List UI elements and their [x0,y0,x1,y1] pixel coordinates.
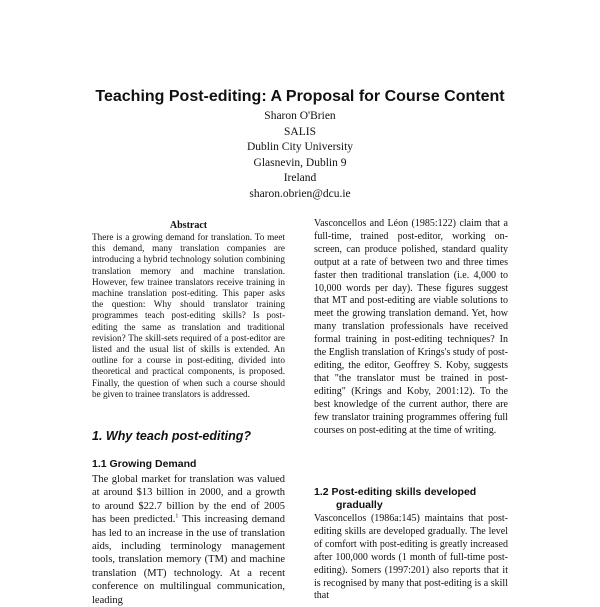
right-paragraph-2: Vasconcellos (1986a:145) maintains that post-editing skills are developed gradually. The level of comfort with post-editing is greatly increased after 100,000 words (1 month of full-time post-editing). Somers (1997:201) also reports that it is recognised by many that post-editing is a skill that [314,513,508,602]
section-1-1-heading: 1.1 Growing Demand [92,458,197,470]
author-block [0,109,600,202]
section-1-1-text-b: This increasing demand has led to an increase in the use of translation aids, including terminology management tools, translation memory (TM) and machine translation (MT) technology. At a recent conference on multilingual communication, leading [92,514,285,606]
section-1-1-text [92,473,285,607]
paper-title: Teaching Post-editing: A Proposal for Course Content [95,88,505,105]
author-country: Ireland [283,172,317,184]
author-org: SALIS [284,125,316,138]
section-1-2-heading-line2: gradually [336,499,383,511]
author-name: Sharon O'Brien [264,110,336,122]
abstract-text: There is a growing demand for translation. To meet this demand, many translation companies are introducing a hybrid technology solution combining translation memory and machine translation. However, few trainee translators receive training in machine translation post-editing. This paper asks the question: Why should translator training programmes teach post-editing skills? Is post-editing the same as translation and traditional revision? The skill-sets required of a post-editor are listed and the usual list of skills is extended. An outline for a course in post-editing, divided into theoretical and practical components, is proposed. Finally, the question of when such a course should be given to trainee translators is addressed. [92,232,285,399]
section-1-2-heading [314,486,508,512]
author-university: Dublin City University [246,141,354,153]
section-1-1-text-a: The global market for translation was valued at around $13 billion in 2000, and a growth to around $22.7 billion by the end of 2005 has been predicted. [92,474,285,526]
section-1-heading: 1. Why teach post-editing? [92,429,252,443]
right-paragraph-1: Vasconcellos and Léon (1985:122) claim that a full-time, trained post-editor, working on-screen, can produce polished, standard quality output at a rate of between two and three times faster then traditional translation (i.e. 4,000 to 10,000 words per day). These figures suggest that MT and post-editing are viable solutions to meet the growing translation demand. Yet, how many translation professionals have received formal training in post-editing techniques? In the English translation of Krings's study of post-editing, the editor, Geoffrey S. Koby, suggests that "the translator must be trained in post-editing" (Krings and Koby, 2001:12). To the best knowledge of the current author, there are few translator training programmes offering full courses on post-editing at the time of writing. [314,218,508,436]
section-1-2-heading-line1: 1.2 Post-editing skills developed [314,486,477,498]
footnote-mark: 1 [175,513,179,520]
author-address: Glasnevin, Dublin 9 [253,156,347,169]
author-email: sharon.obrien@dcu.ie [249,187,351,200]
abstract-heading: Abstract [169,220,208,231]
